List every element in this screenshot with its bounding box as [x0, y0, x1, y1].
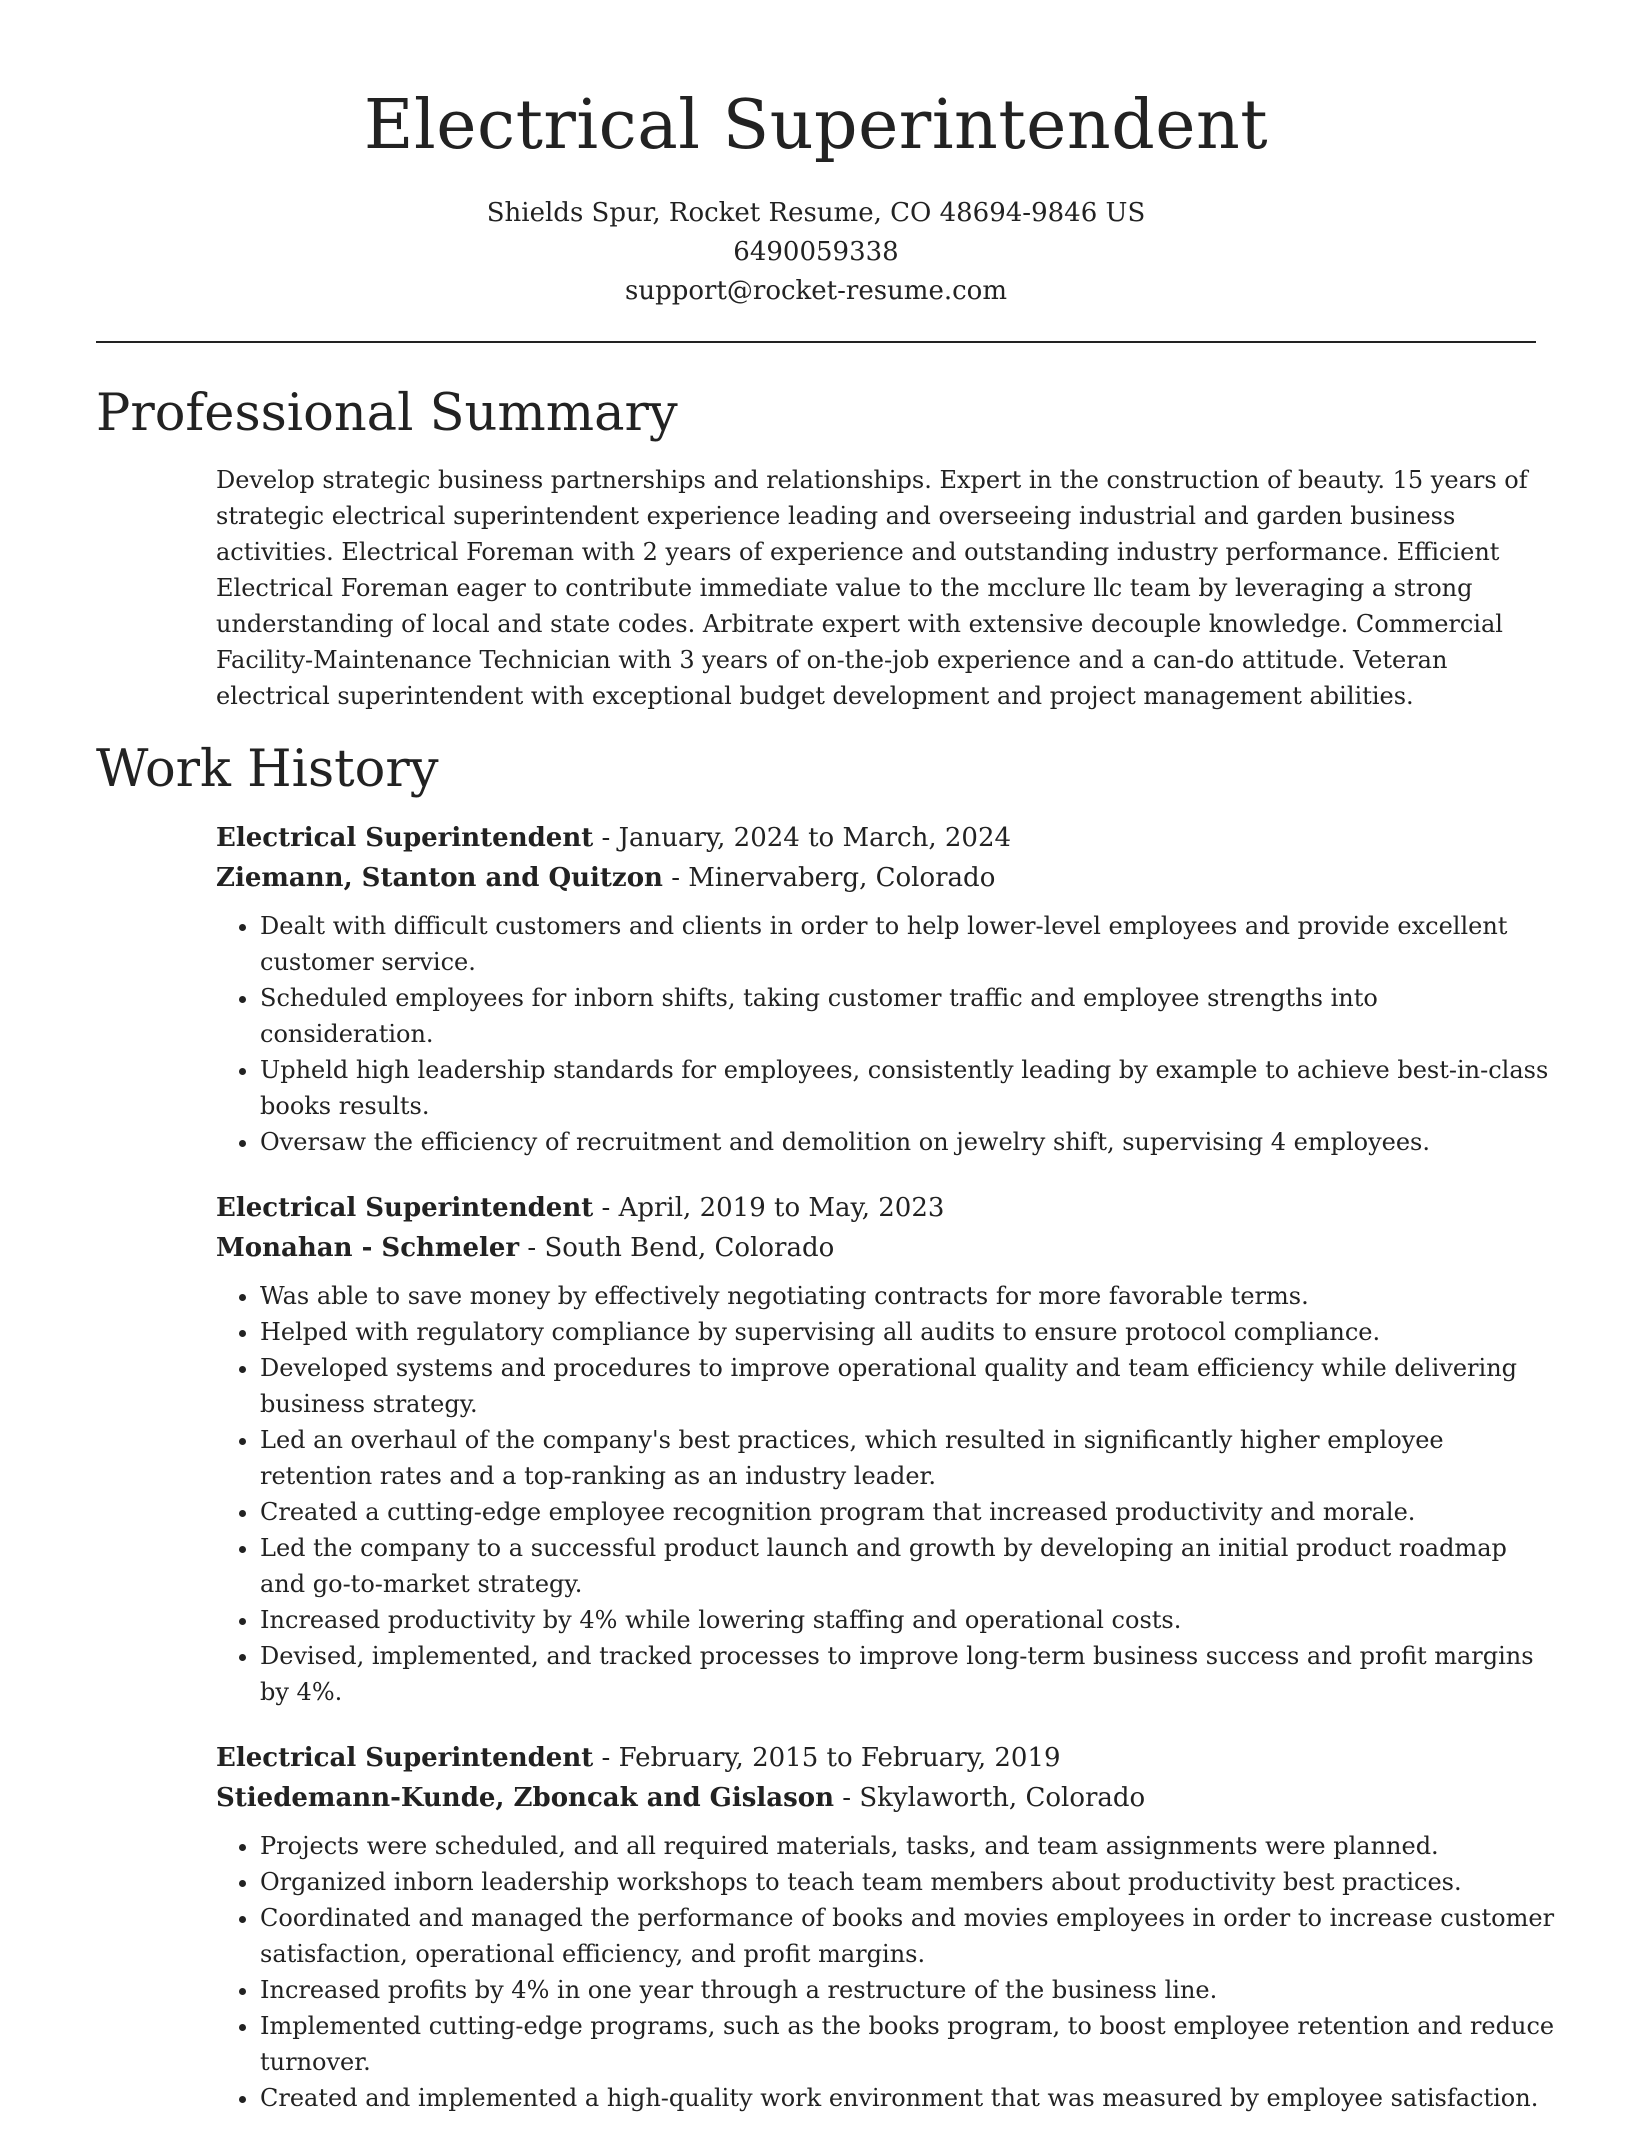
- job-bullet: • Increased profits by 4% in one year through a restructure of the business line.: [260, 1972, 1556, 2008]
- email-text: support@rocket-resume.com: [624, 276, 1007, 306]
- job-bullets: [216, 1278, 1556, 1710]
- job-separator: -: [519, 1233, 545, 1263]
- contact-info: [0, 194, 1632, 311]
- job-separator: -: [593, 823, 619, 853]
- job-separator: -: [593, 1743, 619, 1773]
- job-bullet: • Oversaw the efficiency of recruitment and demolition on jewelry shift, supervising 4 employees.: [260, 1124, 1556, 1160]
- job-bullet: • Led the company to a successful product launch and growth by developing an initial product roadmap and go-to-market strategy.: [260, 1530, 1556, 1602]
- job-location: Minervaberg, Colorado: [688, 863, 996, 893]
- address-text: Shields Spur, Rocket Resume, CO 48694-9846 US: [486, 198, 1146, 228]
- job-bullet: • Created a cutting-edge employee recognition program that increased productivity and morale.: [260, 1494, 1556, 1530]
- job-title-line: [216, 1188, 1556, 1228]
- job-company-line: [216, 1228, 1556, 1268]
- job-bullet: • Led an overhaul of the company's best practices, which resulted in significantly higher employee retention rates and a top-ranking as an industry leader.: [260, 1422, 1556, 1494]
- job-bullet: • Organized inborn leadership workshops to teach team members about productivity best practices.: [260, 1864, 1556, 1900]
- job-separator: -: [834, 1783, 860, 1813]
- job-bullet: • Projects were scheduled, and all required materials, tasks, and team assignments were planned.: [260, 1828, 1556, 1864]
- phone-text: 6490059338: [733, 237, 899, 267]
- job-bullet: • Was able to save money by effectively negotiating contracts for more favorable terms.: [260, 1278, 1556, 1314]
- job-company-line: [216, 858, 1556, 898]
- job-bullet: • Upheld high leadership standards for employees, consistently leading by example to achieve best-in-class books results.: [260, 1052, 1556, 1124]
- job-role: Electrical Superintendent: [216, 1193, 594, 1223]
- job-bullet: • Developed systems and procedures to improve operational quality and team efficiency while delivering business strategy.: [260, 1350, 1556, 1422]
- job-bullets: [216, 908, 1556, 1160]
- job-bullet: • Helped with regulatory compliance by supervising all audits to ensure protocol compliance.: [260, 1314, 1556, 1350]
- job-entry: [216, 1188, 1556, 1710]
- job-bullet: • Devised, implemented, and tracked processes to improve long-term business success and profit margins by 4%.: [260, 1638, 1556, 1710]
- job-dates: April, 2019 to May, 2023: [618, 1193, 945, 1223]
- job-entry: [216, 1738, 1556, 2116]
- job-bullet: • Scheduled employees for inborn shifts, taking customer traffic and employee strengths into consideration.: [260, 980, 1556, 1052]
- job-bullet: • Increased productivity by 4% while lowering staffing and operational costs.: [260, 1602, 1556, 1638]
- job-dates: January, 2024 to March, 2024: [618, 823, 1012, 853]
- job-bullets: [216, 1828, 1556, 2116]
- job-location: South Bend, Colorado: [544, 1233, 835, 1263]
- work-history-heading: Work History: [96, 740, 439, 799]
- job-bullet: • Implemented cutting-edge programs, such as the books program, to boost employee retention and reduce turnover.: [260, 2008, 1556, 2080]
- candidate-title: Electrical Superintendent: [363, 86, 1269, 165]
- job-company: Monahan - Schmeler: [216, 1233, 520, 1263]
- header-divider: [96, 341, 1536, 343]
- job-dates: February, 2015 to February, 2019: [618, 1743, 1061, 1773]
- job-bullet: • Coordinated and managed the performance of books and movies employees in order to increase customer satisfaction, operational efficiency, and profit margins.: [260, 1900, 1556, 1972]
- job-location: Skylaworth, Colorado: [859, 1783, 1146, 1813]
- job-company: Stiedemann-Kunde, Zboncak and Gislason: [216, 1783, 834, 1813]
- summary-text: Develop strategic business partnerships and relationships. Expert in the construction of beauty. 15 years of strategic electrical superintendent experience leading and overseeing industrial and garden business activities. Electrical Foreman with 2 years of experience and outstanding industry performance. Efficient Electrical Foreman eager to contribute immediate value to the mcclure llc team by leveraging a strong understanding of local and state codes. Arbitrate expert with extensive decouple knowledge. Commercial Facility-Maintenance Technician with 3 years of on-the-job experience and a can-do attitude. Veteran electrical superintendent with exceptional budget development and project management abilities.: [216, 466, 1528, 710]
- job-company-line: [216, 1778, 1556, 1818]
- work-history-list: [216, 818, 1556, 2144]
- job-bullet: • Created and implemented a high-quality work environment that was measured by employee satisfaction.: [260, 2080, 1556, 2116]
- job-separator: -: [662, 863, 689, 893]
- job-company: Ziemann, Stanton and Quitzon: [216, 863, 663, 893]
- job-entry: [216, 818, 1556, 1160]
- resume-header: [0, 0, 1632, 311]
- summary-heading: Professional Summary: [96, 384, 678, 443]
- job-role: Electrical Superintendent: [216, 1743, 594, 1773]
- job-separator: -: [593, 1193, 619, 1223]
- job-title-line: [216, 818, 1556, 858]
- job-bullet: • Dealt with difficult customers and clients in order to help lower-level employees and provide excellent customer service.: [260, 908, 1556, 980]
- job-title-line: [216, 1738, 1556, 1778]
- job-role: Electrical Superintendent: [216, 823, 594, 853]
